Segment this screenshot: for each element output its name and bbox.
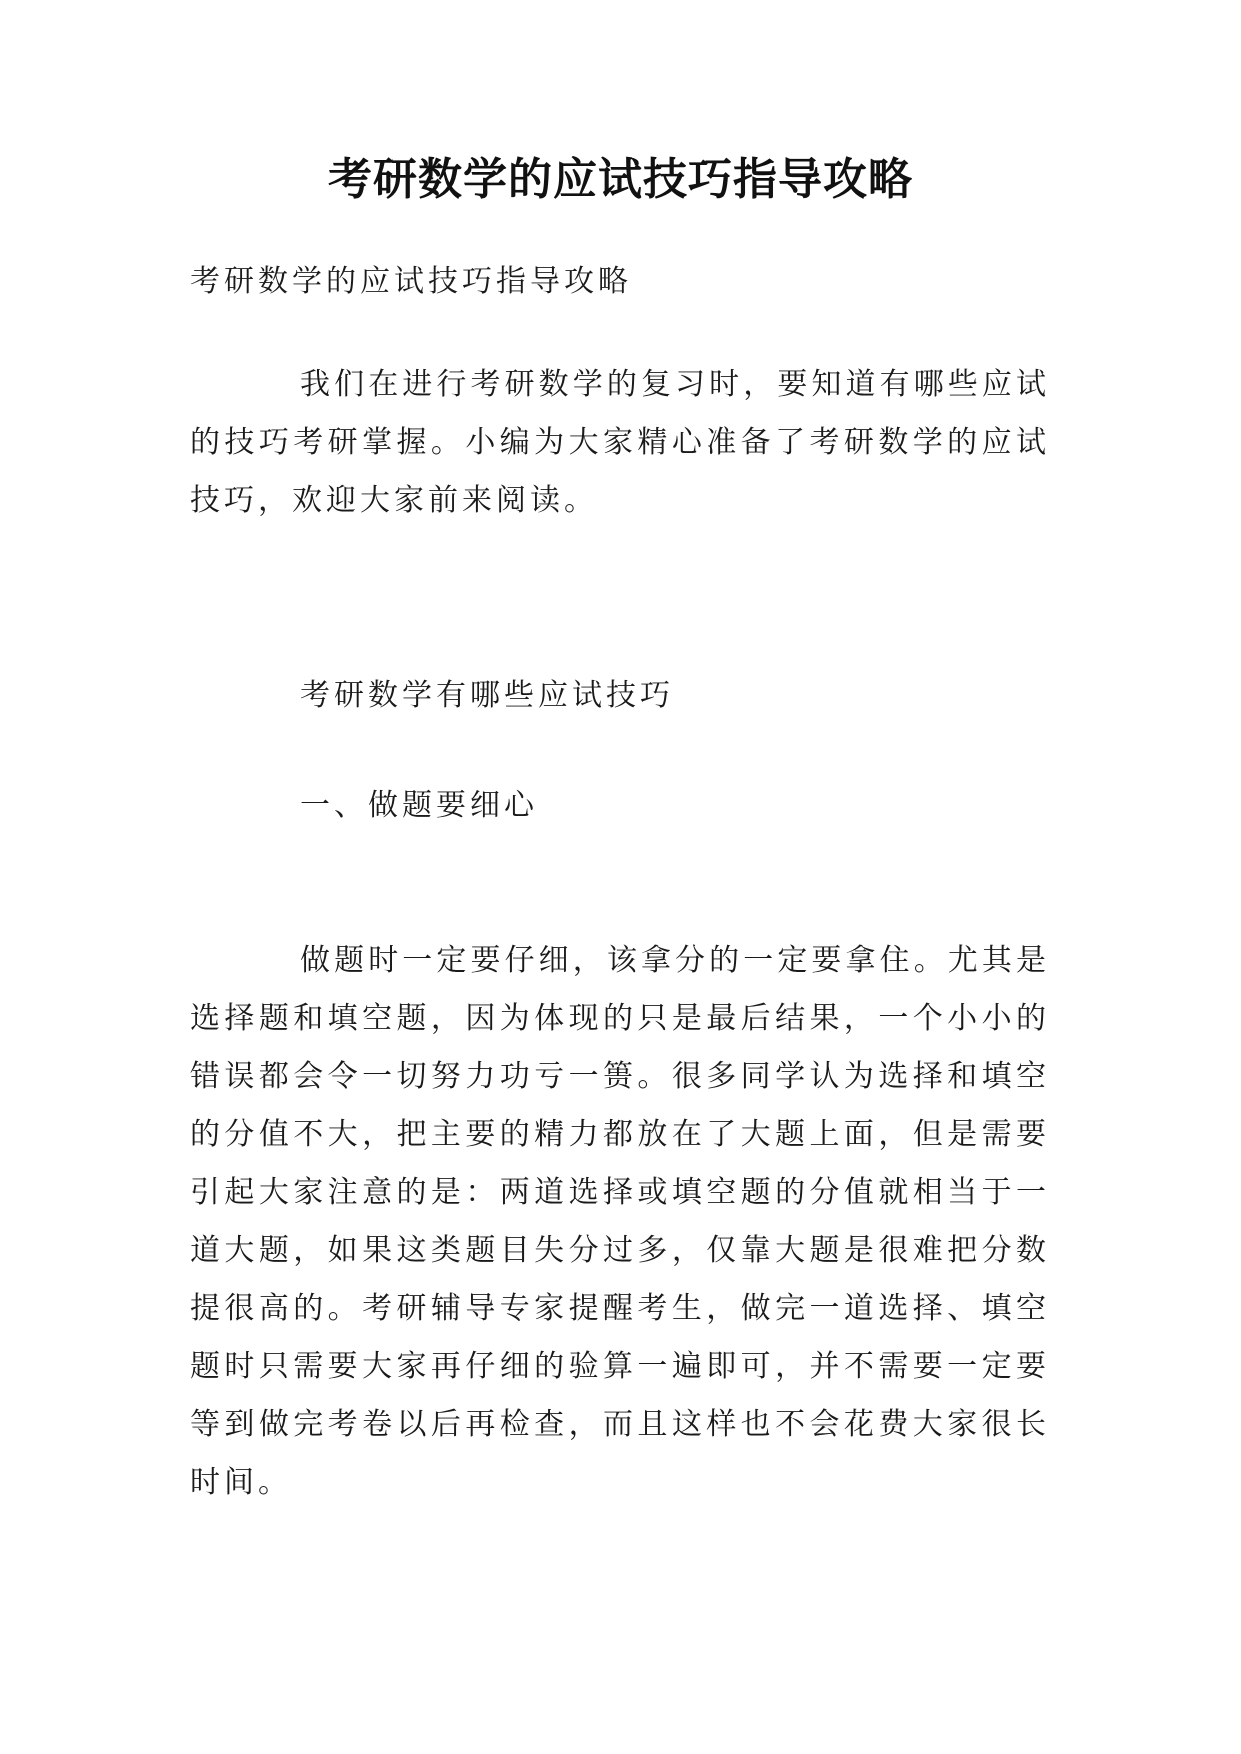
section-heading: 考研数学有哪些应试技巧 [300, 678, 674, 713]
document-title: 考研数学的应试技巧指导攻略 [328, 154, 913, 205]
document-subtitle: 考研数学的应试技巧指导攻略 [190, 264, 632, 299]
intro-paragraph: 我们在进行考研数学的复习时，要知道有哪些应试的技巧考研掌握。小编为大家精心准备了考研数学的应试技巧，欢迎大家前来阅读。 [190, 367, 1050, 518]
item-1-body: 做题时一定要仔细，该拿分的一定要拿住。尤其是选择题和填空题，因为体现的只是最后结果，一个小小的错误都会令一切努力功亏一篑。很多同学认为选择和填空的分值不大，把主要的精力都放在了大题上面，但是需要引起大家注意的是：两道选择或填空题的分值就相当于一道大题，如果这类题目失分过多，仅靠大题是很难把分数提很高的。考研辅导专家提醒考生，做完一道选择、填空题时只需要大家再仔细的验算一遍即可，并不需要一定要等到做完考卷以后再检查，而且这样也不会花费大家很长时间。 [190, 943, 1050, 1500]
item-1-heading: 一、做题要细心 [300, 788, 538, 823]
